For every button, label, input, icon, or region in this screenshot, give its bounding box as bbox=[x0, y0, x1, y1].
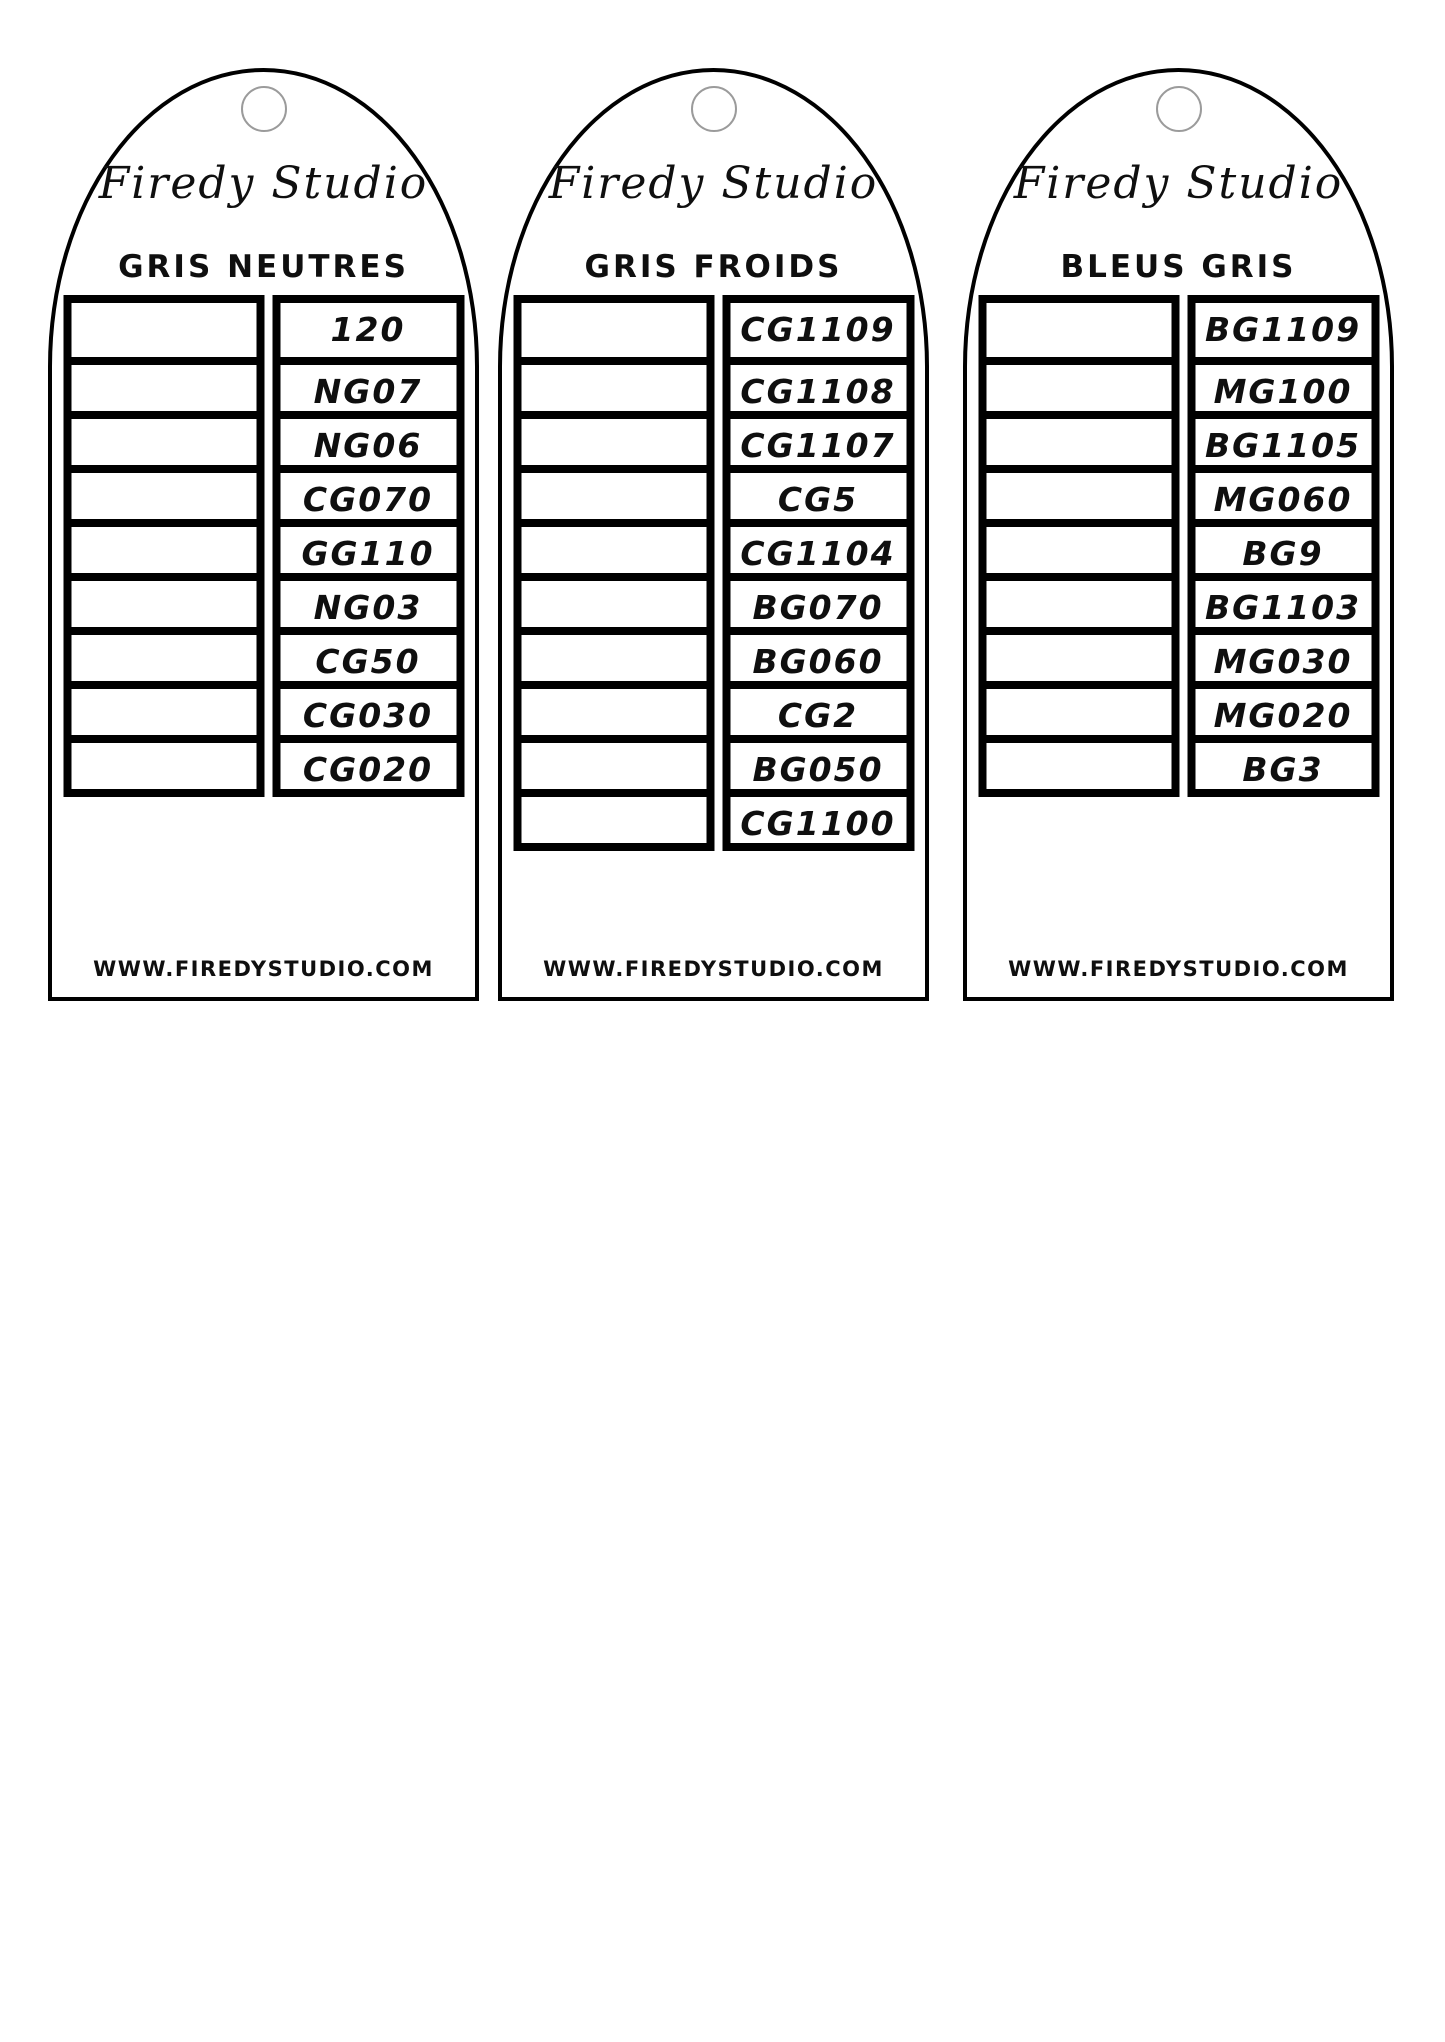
code-cell: BG060 bbox=[730, 627, 906, 681]
swatch-box bbox=[521, 357, 706, 411]
code-cell: CG070 bbox=[280, 465, 456, 519]
code-cell: BG1103 bbox=[1195, 573, 1371, 627]
swatch-table bbox=[63, 295, 464, 797]
swatch-box bbox=[71, 627, 256, 681]
tag-title: BLEUS GRIS bbox=[1060, 249, 1297, 285]
swatch-box bbox=[986, 357, 1171, 411]
swatch-box bbox=[521, 735, 706, 789]
code-cell: NG03 bbox=[280, 573, 456, 627]
tag-title: GRIS FROIDS bbox=[584, 249, 843, 285]
code-cell: GG110 bbox=[280, 519, 456, 573]
swatch-box bbox=[71, 411, 256, 465]
code-cell: 120 bbox=[280, 303, 456, 357]
swatch-box bbox=[71, 357, 256, 411]
code-cell: BG1105 bbox=[1195, 411, 1371, 465]
swatch-table bbox=[513, 295, 914, 851]
code-cell: BG050 bbox=[730, 735, 906, 789]
code-column bbox=[1187, 295, 1379, 797]
code-cell: CG50 bbox=[280, 627, 456, 681]
swatch-box bbox=[71, 573, 256, 627]
swatch-box bbox=[521, 681, 706, 735]
swatch-box bbox=[986, 519, 1171, 573]
code-cell: BG3 bbox=[1195, 735, 1371, 789]
swatch-box bbox=[71, 681, 256, 735]
swatch-column bbox=[978, 295, 1179, 797]
code-cell: CG1104 bbox=[730, 519, 906, 573]
swatch-box bbox=[521, 789, 706, 843]
swatch-box bbox=[986, 411, 1171, 465]
code-cell: CG1109 bbox=[730, 303, 906, 357]
swatch-tag bbox=[48, 68, 479, 1001]
code-cell: BG070 bbox=[730, 573, 906, 627]
code-cell: CG1108 bbox=[730, 357, 906, 411]
swatch-tag bbox=[498, 68, 929, 1001]
swatch-box bbox=[521, 411, 706, 465]
code-cell: MG100 bbox=[1195, 357, 1371, 411]
brand-logo: Firedy Studio bbox=[548, 158, 879, 209]
code-cell: CG5 bbox=[730, 465, 906, 519]
website-url: WWW.FIREDYSTUDIO.COM bbox=[543, 957, 884, 981]
code-cell: CG2 bbox=[730, 681, 906, 735]
code-cell: BG1109 bbox=[1195, 303, 1371, 357]
tag-title: GRIS NEUTRES bbox=[118, 249, 409, 285]
punch-hole-icon bbox=[1156, 86, 1202, 132]
punch-hole-icon bbox=[241, 86, 287, 132]
swatch-table bbox=[978, 295, 1379, 797]
punch-hole-icon bbox=[691, 86, 737, 132]
swatch-box bbox=[986, 681, 1171, 735]
swatch-box bbox=[71, 303, 256, 357]
code-cell: NG06 bbox=[280, 411, 456, 465]
swatch-box bbox=[71, 735, 256, 789]
code-column bbox=[272, 295, 464, 797]
swatch-column bbox=[513, 295, 714, 851]
code-cell: MG020 bbox=[1195, 681, 1371, 735]
swatch-column bbox=[63, 295, 264, 797]
swatch-box bbox=[71, 519, 256, 573]
brand-logo: Firedy Studio bbox=[1013, 158, 1344, 209]
code-cell: CG1107 bbox=[730, 411, 906, 465]
code-cell: CG020 bbox=[280, 735, 456, 789]
swatch-box bbox=[71, 465, 256, 519]
code-cell: CG030 bbox=[280, 681, 456, 735]
code-cell: BG9 bbox=[1195, 519, 1371, 573]
swatch-box bbox=[521, 573, 706, 627]
swatch-box bbox=[521, 519, 706, 573]
code-cell: MG030 bbox=[1195, 627, 1371, 681]
code-cell: CG1100 bbox=[730, 789, 906, 843]
website-url: WWW.FIREDYSTUDIO.COM bbox=[93, 957, 434, 981]
swatch-box bbox=[986, 735, 1171, 789]
code-cell: MG060 bbox=[1195, 465, 1371, 519]
swatch-box bbox=[986, 573, 1171, 627]
swatch-box bbox=[521, 627, 706, 681]
swatch-box bbox=[986, 627, 1171, 681]
swatch-box bbox=[521, 465, 706, 519]
code-column bbox=[722, 295, 914, 851]
swatch-box bbox=[986, 465, 1171, 519]
brand-logo: Firedy Studio bbox=[98, 158, 429, 209]
swatch-box bbox=[521, 303, 706, 357]
swatch-tag bbox=[963, 68, 1394, 1001]
code-cell: NG07 bbox=[280, 357, 456, 411]
website-url: WWW.FIREDYSTUDIO.COM bbox=[1008, 957, 1349, 981]
swatch-box bbox=[986, 303, 1171, 357]
